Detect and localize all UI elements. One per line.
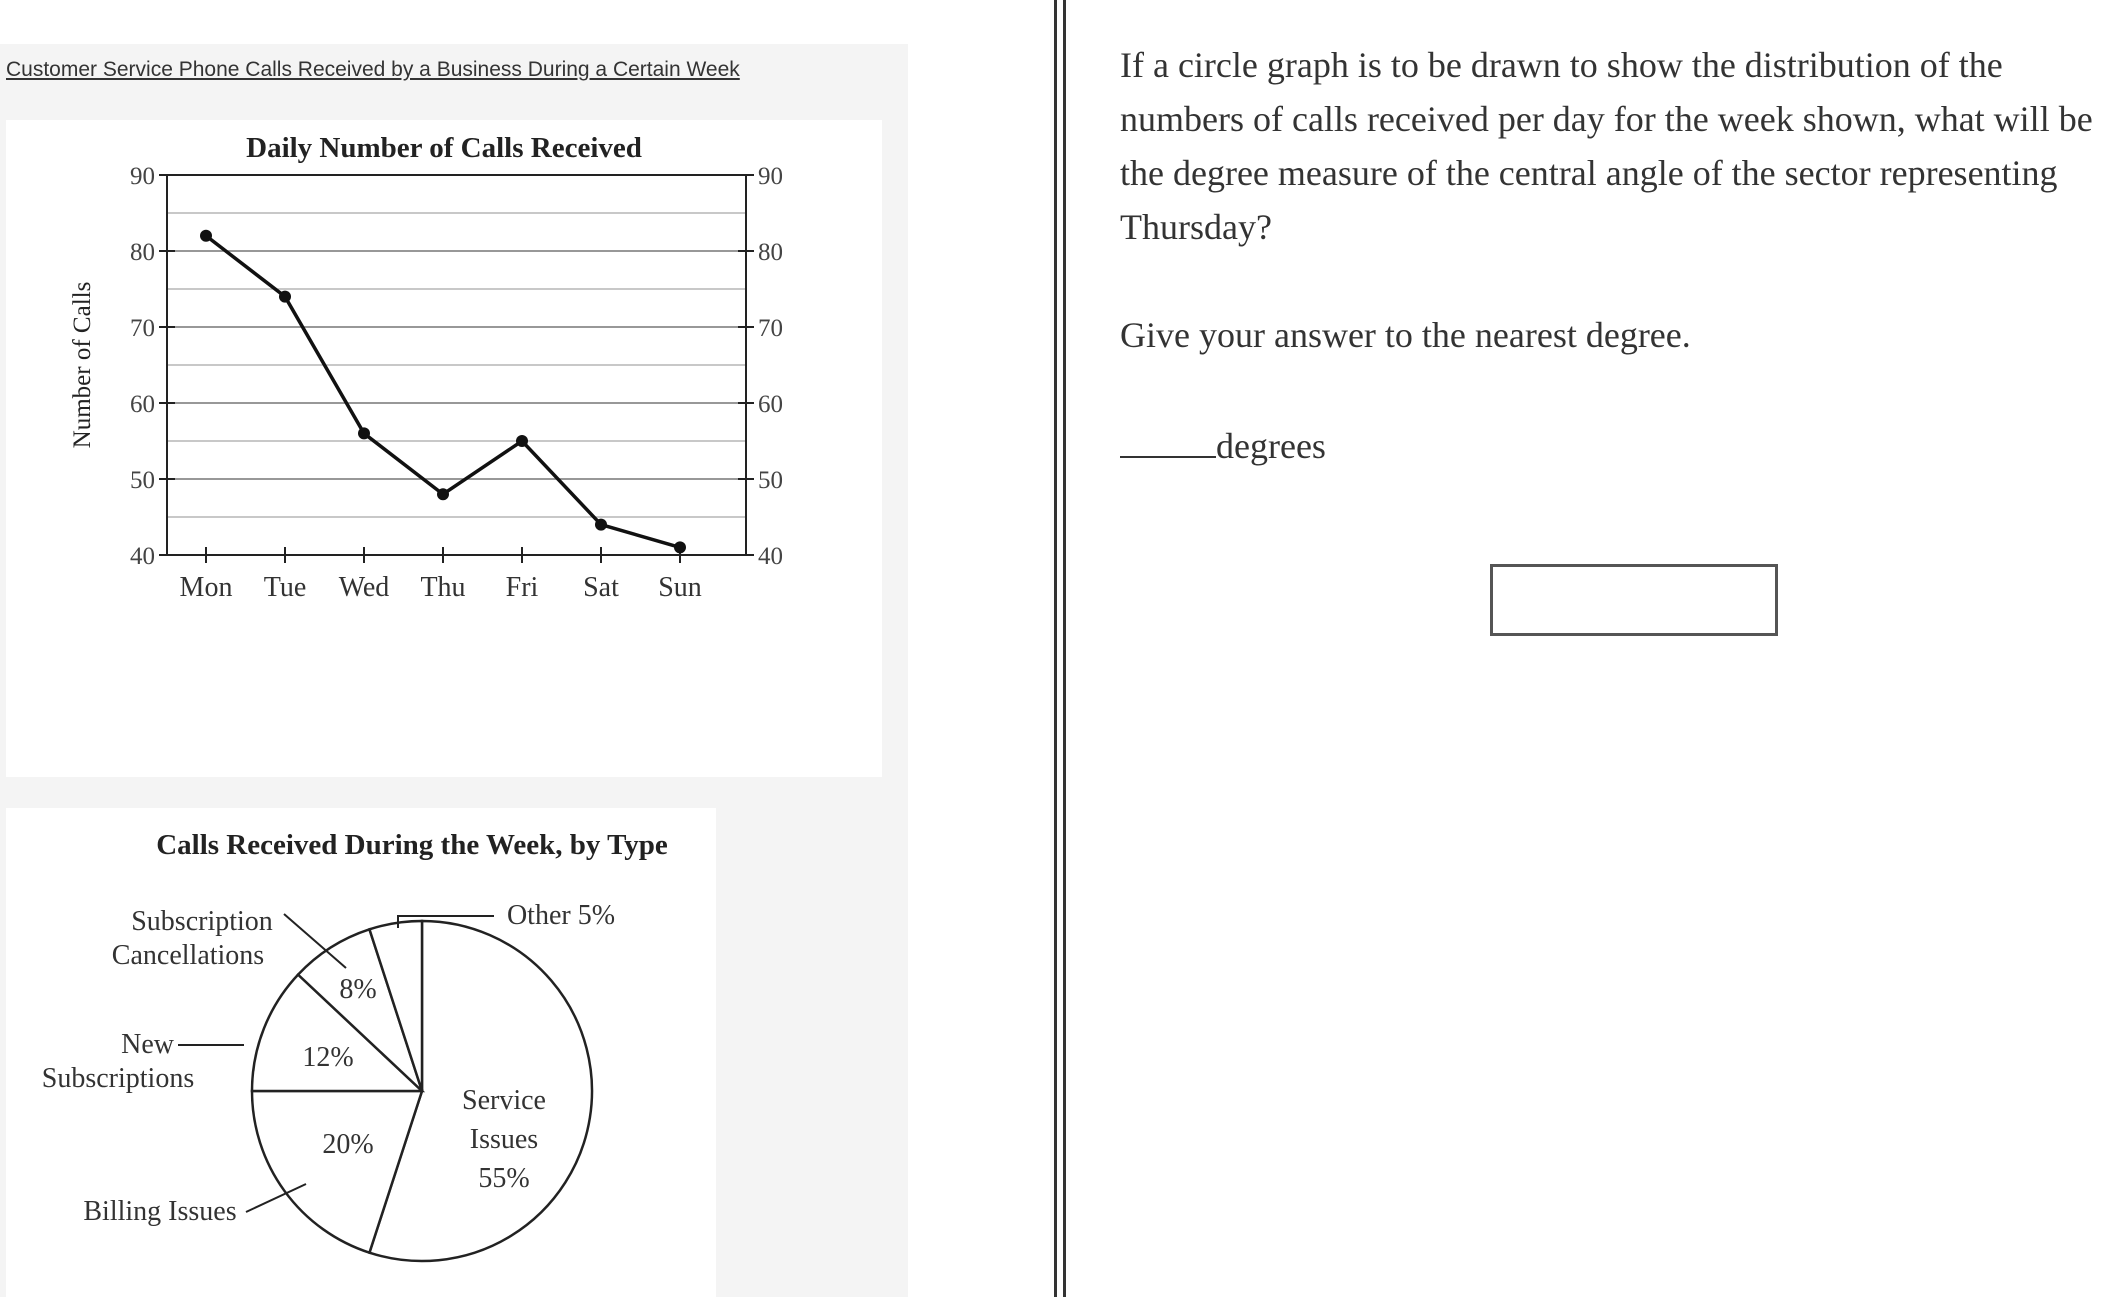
answer-instruction: Give your answer to the nearest degree. xyxy=(1120,315,1691,355)
x-tick-label: Wed xyxy=(338,572,390,603)
data-point-sat xyxy=(595,519,607,531)
answer-input[interactable] xyxy=(1490,564,1778,636)
data-point-thu xyxy=(437,488,449,500)
y-tick-label: 80 xyxy=(130,239,155,266)
service-issues-label: Issues xyxy=(469,1124,539,1155)
y-tick-label-right: 40 xyxy=(758,543,783,570)
answer-unit: degrees xyxy=(1216,426,1326,466)
x-tick-label: Fri xyxy=(505,572,539,603)
service-issues-label: Service xyxy=(462,1085,546,1116)
y-tick-label: 40 xyxy=(130,543,155,570)
new-subscriptions-percent: 12% xyxy=(302,1042,354,1073)
pie-chart xyxy=(6,808,716,1297)
data-point-tue xyxy=(279,291,291,303)
x-tick-label: Mon xyxy=(179,572,233,603)
cancellations-label: Cancellations xyxy=(111,940,265,971)
y-tick-label-right: 70 xyxy=(758,315,783,342)
answer-blank xyxy=(1120,416,1216,458)
x-tick-label: Sat xyxy=(583,572,619,603)
y-tick-label: 90 xyxy=(130,163,155,190)
series-line xyxy=(206,236,680,548)
y-tick-label-right: 50 xyxy=(758,467,783,494)
pie-chart-title: Calls Received During the Week, by Type xyxy=(156,829,668,861)
question-pane xyxy=(1120,38,2110,473)
stimulus-pane xyxy=(0,0,1054,1297)
pane-divider xyxy=(1063,0,1066,1297)
x-tick-label: Thu xyxy=(420,572,466,603)
y-tick-label: 70 xyxy=(130,315,155,342)
stimulus-title: Customer Service Phone Calls Received by a Business During a Certain Week xyxy=(6,58,740,81)
line-chart xyxy=(6,120,882,777)
service-issues-percent: 55% xyxy=(478,1163,530,1194)
y-tick-label-right: 90 xyxy=(758,163,783,190)
y-tick-label: 50 xyxy=(130,467,155,494)
question-text: If a circle graph is to be drawn to show the distribution of the numbers of calls received per day for the week shown, what will be the degree measure of the central angle of the sector representing Thursday? xyxy=(1120,45,2093,247)
data-point-sun xyxy=(674,541,686,553)
data-point-mon xyxy=(200,230,212,242)
answer-prompt xyxy=(1120,416,2110,473)
line-chart-card xyxy=(6,120,882,777)
x-tick-label: Tue xyxy=(263,572,307,603)
data-point-wed xyxy=(358,427,370,439)
cancellations-percent: 8% xyxy=(339,974,377,1005)
y-tick-label: 60 xyxy=(130,391,155,418)
cancellations-label: Subscription xyxy=(131,906,273,937)
y-axis-label: Number of Calls xyxy=(69,281,96,449)
y-tick-label-right: 60 xyxy=(758,391,783,418)
other-label: Other 5% xyxy=(506,900,616,931)
billing-issues-label: Billing Issues xyxy=(83,1196,237,1227)
pane-divider xyxy=(1054,0,1057,1297)
data-point-fri xyxy=(516,435,528,447)
y-tick-label-right: 80 xyxy=(758,239,783,266)
new-subscriptions-label: Subscriptions xyxy=(41,1063,195,1094)
line-chart-title: Daily Number of Calls Received xyxy=(246,132,642,164)
x-tick-label: Sun xyxy=(658,572,702,603)
billing-issues-percent: 20% xyxy=(322,1129,374,1160)
new-subscriptions-label: New xyxy=(121,1029,174,1060)
pie-chart-card xyxy=(6,808,716,1297)
